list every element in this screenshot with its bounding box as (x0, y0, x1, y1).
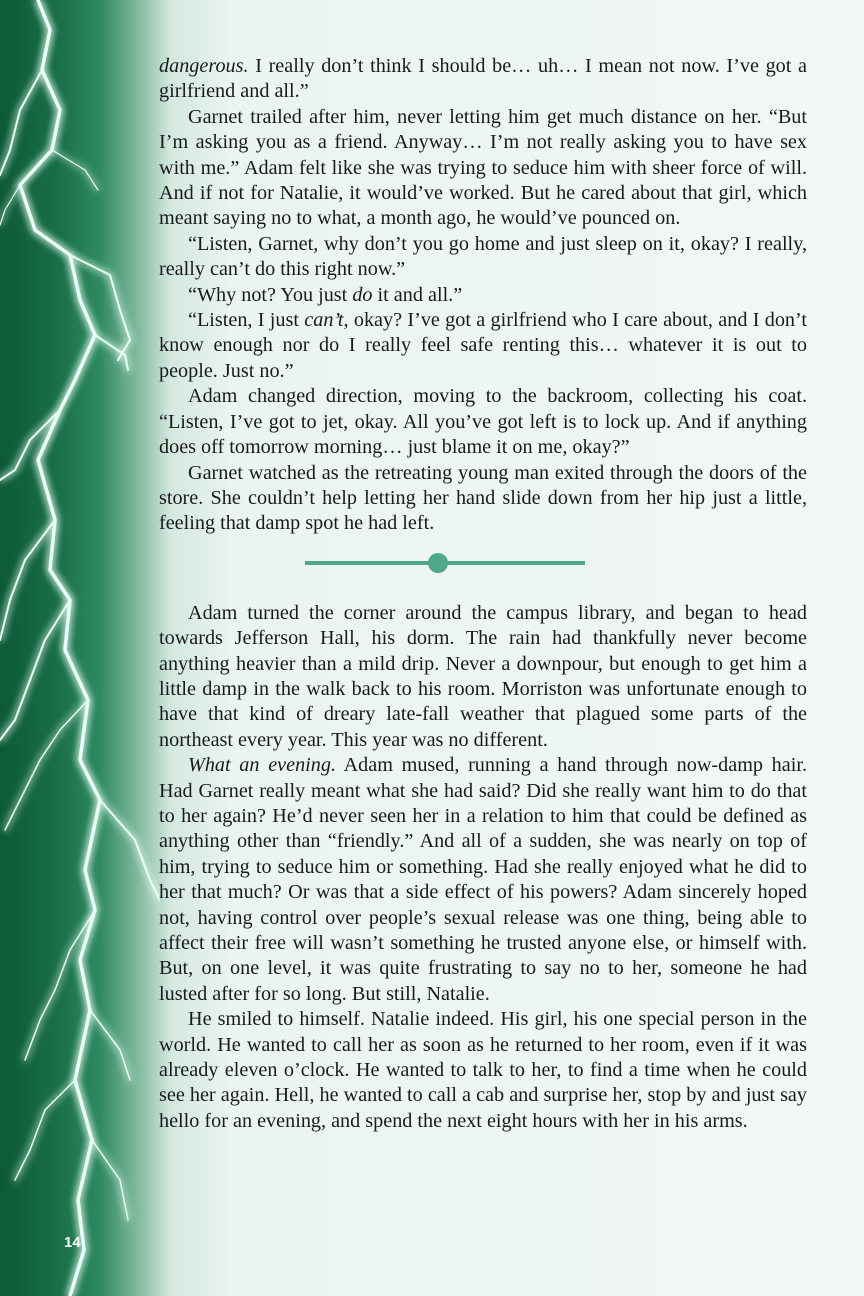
paragraph-text: Garnet trailed after him, never letting him get much distance on her. “But I’m asking you as a friend. Anyway… I’m not really asking you to have sex with me.” Adam felt like she was trying to seduce him with sheer force of will. And if not for Natalie, it would’ve worked. But he cared about that girl, which meant saying no to what, a month ago, he would’ve pounced on. (159, 105, 807, 230)
paragraph (159, 384, 807, 460)
body-text (159, 54, 807, 1134)
paragraph (159, 1007, 807, 1134)
paragraph-text: Adam mused, running a hand through now-damp hair. Had Garnet really meant what she had said? Did she really want him to do that to her again? He’d never seen her in a relation to him that could be defined as anything other than “friendly.” And all of a sudden, she was nearly on top of him, trying to seduce him or something. Had she really enjoyed what he did to her that much? Or was that a side effect of his powers? Adam sincerely hoped not, having control over people’s sexual release was one thing, being able to affect their free will wasn’t something he trusted anyone else, or himself with. But, on one level, it was quite frustrating to say no to her, someone he had lusted after for so long. But still, Natalie. (159, 754, 807, 1005)
paragraph (159, 308, 807, 384)
paragraph-text: “Why not? You just (188, 283, 353, 306)
lightning-main-bolt (20, 0, 100, 1296)
paragraph-text: it and all.” (372, 283, 463, 306)
italic-text: dangerous. (159, 55, 249, 77)
paragraph-text: Adam changed direction, moving to the backroom, collecting his coat. “Listen, I’ve got to jet, okay. All you’ve got left is to lock up. And if anything does off tomorrow morning… just blame it on me, okay?” (159, 385, 807, 459)
paragraph (159, 753, 807, 1007)
paragraph-text: Adam turned the corner around the campus library, and began to head towards Jefferson Hall, his dorm. The rain had thankfully never become anything heavier than a mild drip. Never a downpour, but enough to get him a little damp in the walk back to his room. Morriston was unfortunate enough to have that kind of dreary late-fall weather that plagued some parts of the northeast every year. This year was no different. (159, 601, 807, 751)
italic-text: do (352, 283, 373, 306)
italic-text: What an evening. (188, 754, 337, 777)
divider-dot (428, 553, 448, 573)
lightning-bolt-decoration (0, 0, 160, 1296)
paragraph (159, 461, 807, 537)
paragraph-text: I really don’t think I should be… uh… I mean not now. I’ve got a girlfriend and all.” (159, 55, 807, 103)
paragraph (159, 601, 807, 753)
page-number: 14 (64, 1234, 81, 1251)
section-before-break (159, 54, 807, 537)
paragraph-text: “Listen, I just (188, 309, 305, 332)
italic-text: can’t (304, 309, 344, 332)
scene-break-divider (159, 537, 807, 595)
paragraph-text: , okay? I’ve got a girlfriend who I care about, and I don’t know enough nor do I really feel safe renting this… whatever it is out to people. Just no.” (159, 309, 807, 382)
paragraph-text: He smiled to himself. Natalie indeed. His girl, his one special person in the world. He wanted to call her as soon as he returned to her room, even if it was already eleven o’clock. He wanted to talk to her, to find a time when he could see her again. Hell, he wanted to call a cab and surprise her, stop by and just say hello for an evening, and spend the next eight hours with her in his arms. (159, 1008, 807, 1132)
section-after-break (159, 601, 807, 1135)
paragraph (159, 54, 807, 105)
paragraph (159, 283, 807, 308)
paragraph-text: “Listen, Garnet, why don’t you go home and just sleep on it, okay? I really, really can’t do this right now.” (159, 232, 807, 281)
paragraph (159, 105, 807, 232)
paragraph-text: Garnet watched as the retreating young man exited through the doors of the store. She couldn’t help letting her hand slide down from her hip just a little, feeling that damp spot he had left. (159, 461, 807, 535)
paragraph (159, 232, 807, 283)
